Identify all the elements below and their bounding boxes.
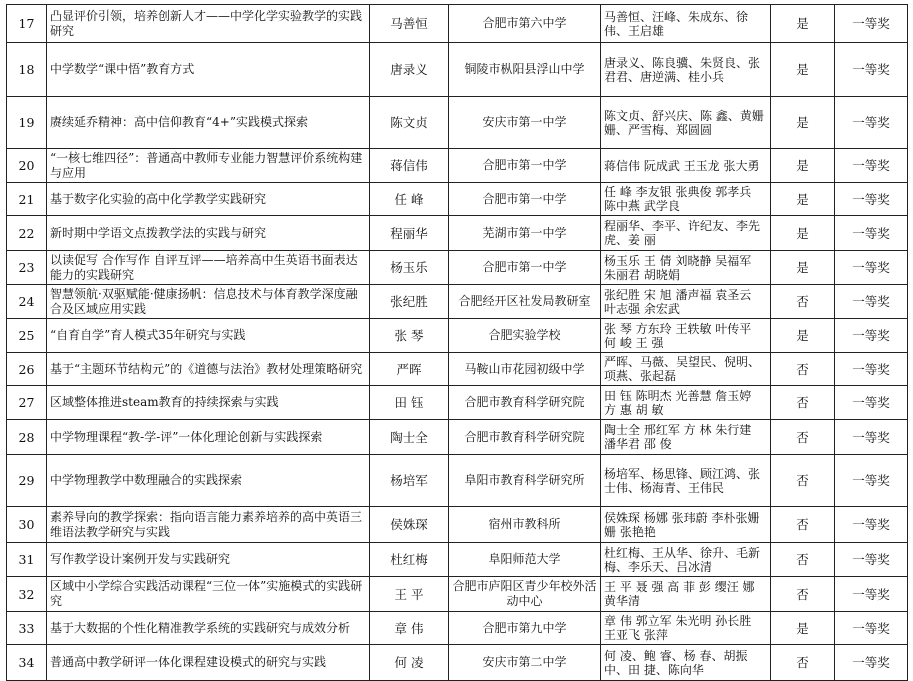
table-row <box>7 43 908 97</box>
work-unit: 芜湖市第一中学 <box>449 216 601 251</box>
award-level: 一等奖 <box>835 353 908 386</box>
row-number: 17 <box>7 5 47 43</box>
award-level: 一等奖 <box>835 612 908 645</box>
work-unit: 铜陵市枞阳县浮山中学 <box>449 43 601 97</box>
row-number: 23 <box>7 251 47 285</box>
work-unit: 合肥市第一中学 <box>449 183 601 216</box>
team-members: 蒋信伟 阮成武 王玉龙 张大勇 <box>601 149 771 183</box>
award-level: 一等奖 <box>835 577 908 612</box>
work-unit: 马鞍山市花园初级中学 <box>449 353 601 386</box>
yes-no-flag: 否 <box>771 543 835 577</box>
work-unit: 阜阳师范大学 <box>449 543 601 577</box>
project-title: “自育自学”育人模式35年研究与实践 <box>47 319 370 353</box>
row-number: 19 <box>7 97 47 149</box>
yes-no-flag: 否 <box>771 386 835 420</box>
yes-no-flag: 是 <box>771 183 835 216</box>
team-members: 何 凌、鲍 睿、杨 春、胡振中、田 捷、陈向华 <box>601 645 771 681</box>
lead-person: 陈文贞 <box>370 97 449 149</box>
lead-person: 杨玉乐 <box>370 251 449 285</box>
award-level: 一等奖 <box>835 645 908 681</box>
work-unit: 宿州市教科所 <box>449 507 601 543</box>
team-members: 章 伟 郭立军 朱光明 孙长胜 王亚飞 张萍 <box>601 612 771 645</box>
yes-no-flag: 否 <box>771 507 835 543</box>
yes-no-flag: 否 <box>771 645 835 681</box>
lead-person: 杜红梅 <box>370 543 449 577</box>
team-members: 杨玉乐 王 倩 刘晓静 吴福军 朱丽君 胡晓娟 <box>601 251 771 285</box>
project-title: 普通高中教学研评一体化课程建设模式的研究与实践 <box>47 645 370 681</box>
award-level: 一等奖 <box>835 5 908 43</box>
table-row <box>7 97 908 149</box>
work-unit: 安庆市第二中学 <box>449 645 601 681</box>
table-row <box>7 149 908 183</box>
work-unit: 合肥市庐阳区青少年校外活动中心 <box>449 577 601 612</box>
table-row <box>7 216 908 251</box>
row-number: 29 <box>7 455 47 507</box>
lead-person: 陶士全 <box>370 420 449 455</box>
award-level: 一等奖 <box>835 149 908 183</box>
project-title: 凸显评价引领，培养创新人才——中学化学实验教学的实践研究 <box>47 5 370 43</box>
project-title: 中学物理课程“教-学-评”一体化理论创新与实践探索 <box>47 420 370 455</box>
lead-person: 何 凌 <box>370 645 449 681</box>
project-title: 写作教学设计案例开发与实践研究 <box>47 543 370 577</box>
team-members: 杨培军、杨思锋、顾江鸿、张士伟、杨海青、王伟民 <box>601 455 771 507</box>
award-table <box>6 4 908 681</box>
work-unit: 安庆市第一中学 <box>449 97 601 149</box>
row-number: 28 <box>7 420 47 455</box>
award-level: 一等奖 <box>835 97 908 149</box>
project-title: 赓续延乔精神：高中信仰教育“4+”实践模式探索 <box>47 97 370 149</box>
table-row <box>7 543 908 577</box>
team-members: 陈文贞、舒兴庆、陈 鑫、黄姗姗、严雪梅、郑圆圆 <box>601 97 771 149</box>
award-level: 一等奖 <box>835 251 908 285</box>
yes-no-flag: 是 <box>771 97 835 149</box>
lead-person: 张纪胜 <box>370 285 449 319</box>
work-unit: 合肥市第一中学 <box>449 149 601 183</box>
table-row <box>7 251 908 285</box>
table-row <box>7 455 908 507</box>
row-number: 33 <box>7 612 47 645</box>
yes-no-flag: 是 <box>771 251 835 285</box>
work-unit: 合肥市第六中学 <box>449 5 601 43</box>
work-unit: 合肥市第九中学 <box>449 612 601 645</box>
row-number: 34 <box>7 645 47 681</box>
project-title: 新时期中学语文点拨教学法的实践与研究 <box>47 216 370 251</box>
award-level: 一等奖 <box>835 507 908 543</box>
row-number: 24 <box>7 285 47 319</box>
team-members: 杜红梅、王从华、徐升、毛新梅、李乐天、吕冰清 <box>601 543 771 577</box>
yes-no-flag: 否 <box>771 353 835 386</box>
table-row <box>7 386 908 420</box>
project-title: 中学物理教学中数理融合的实践探索 <box>47 455 370 507</box>
work-unit: 合肥市第一中学 <box>449 251 601 285</box>
lead-person: 侯姝琛 <box>370 507 449 543</box>
yes-no-flag: 是 <box>771 5 835 43</box>
award-level: 一等奖 <box>835 216 908 251</box>
lead-person: 章 伟 <box>370 612 449 645</box>
row-number: 32 <box>7 577 47 612</box>
award-level: 一等奖 <box>835 43 908 97</box>
work-unit: 合肥经开区社发局教研室 <box>449 285 601 319</box>
award-level: 一等奖 <box>835 386 908 420</box>
row-number: 30 <box>7 507 47 543</box>
yes-no-flag: 否 <box>771 577 835 612</box>
lead-person: 张 琴 <box>370 319 449 353</box>
yes-no-flag: 否 <box>771 420 835 455</box>
table-row <box>7 612 908 645</box>
work-unit: 合肥市教育科学研究院 <box>449 386 601 420</box>
yes-no-flag: 是 <box>771 612 835 645</box>
lead-person: 马善恒 <box>370 5 449 43</box>
yes-no-flag: 是 <box>771 319 835 353</box>
table-body <box>7 5 908 681</box>
table-row <box>7 319 908 353</box>
team-members: 田 钰 陈明杰 光善慧 詹玉婷 方 惠 胡 敏 <box>601 386 771 420</box>
yes-no-flag: 否 <box>771 285 835 319</box>
lead-person: 杨培军 <box>370 455 449 507</box>
award-level: 一等奖 <box>835 543 908 577</box>
yes-no-flag: 是 <box>771 43 835 97</box>
lead-person: 任 峰 <box>370 183 449 216</box>
row-number: 27 <box>7 386 47 420</box>
row-number: 26 <box>7 353 47 386</box>
yes-no-flag: 是 <box>771 149 835 183</box>
project-title: 基于“主题环节结构元”的《道德与法治》教材处理策略研究 <box>47 353 370 386</box>
work-unit: 阜阳市教育科学研究所 <box>449 455 601 507</box>
work-unit: 合肥实验学校 <box>449 319 601 353</box>
row-number: 21 <box>7 183 47 216</box>
team-members: 陶士全 邢红军 方 林 朱行建 潘华君 邵 俊 <box>601 420 771 455</box>
lead-person: 田 钰 <box>370 386 449 420</box>
table-row <box>7 507 908 543</box>
table-row <box>7 577 908 612</box>
table-row <box>7 183 908 216</box>
project-title: 区域整体推进steam教育的持续探索与实践 <box>47 386 370 420</box>
project-title: 智慧领航·双驱赋能·健康扬帆：信息技术与体育教学深度融合及区域应用实践 <box>47 285 370 319</box>
project-title: “一核七维四径”：普通高中教师专业能力智慧评价系统构建与应用 <box>47 149 370 183</box>
row-number: 18 <box>7 43 47 97</box>
team-members: 程丽华、李平、许纪友、李先虎、姜 丽 <box>601 216 771 251</box>
table-row <box>7 353 908 386</box>
row-number: 31 <box>7 543 47 577</box>
work-unit: 合肥市教育科学研究院 <box>449 420 601 455</box>
row-number: 20 <box>7 149 47 183</box>
award-table-sheet <box>6 4 907 677</box>
table-row <box>7 285 908 319</box>
team-members: 唐录义、陈良骥、朱贤良、张君君、唐逆满、桂小兵 <box>601 43 771 97</box>
team-members: 马善恒、汪峰、朱成东、徐伟、王启雄 <box>601 5 771 43</box>
row-number: 25 <box>7 319 47 353</box>
team-members: 张纪胜 宋 旭 潘声福 袁圣云 叶志强 余宏武 <box>601 285 771 319</box>
yes-no-flag: 是 <box>771 216 835 251</box>
table-row <box>7 5 908 43</box>
award-level: 一等奖 <box>835 183 908 216</box>
row-number: 22 <box>7 216 47 251</box>
award-level: 一等奖 <box>835 420 908 455</box>
project-title: 基于大数据的个性化精准教学系统的实践研究与成效分析 <box>47 612 370 645</box>
lead-person: 严晖 <box>370 353 449 386</box>
lead-person: 蒋信伟 <box>370 149 449 183</box>
lead-person: 唐录义 <box>370 43 449 97</box>
project-title: 以读促写 合作写作 自评互评——培养高中生英语书面表达能力的实践研究 <box>47 251 370 285</box>
lead-person: 程丽华 <box>370 216 449 251</box>
project-title: 基于数字化实验的高中化学教学实践研究 <box>47 183 370 216</box>
team-members: 严晖、马薇、吴望民、倪明、项燕、张起磊 <box>601 353 771 386</box>
team-members: 任 峰 李友银 张典俊 郭孝兵 陈中燕 武学良 <box>601 183 771 216</box>
project-title: 区域中小学综合实践活动课程“三位一体”实施模式的实践研究 <box>47 577 370 612</box>
lead-person: 王 平 <box>370 577 449 612</box>
yes-no-flag: 否 <box>771 455 835 507</box>
table-row <box>7 420 908 455</box>
team-members: 王 平 聂 强 高 菲 彭 缨汪 娜 黄华清 <box>601 577 771 612</box>
team-members: 张 琴 方东玲 王轶敏 叶传平 何 峻 王 强 <box>601 319 771 353</box>
award-level: 一等奖 <box>835 285 908 319</box>
team-members: 侯姝琛 杨娜 张玮蔚 李朴张姗姗 张艳艳 <box>601 507 771 543</box>
project-title: 素养导向的教学探索：指向语言能力素养培养的高中英语三维语法教学研究与实践 <box>47 507 370 543</box>
award-level: 一等奖 <box>835 319 908 353</box>
project-title: 中学数学“课中悟”教育方式 <box>47 43 370 97</box>
table-row <box>7 645 908 681</box>
award-level: 一等奖 <box>835 455 908 507</box>
